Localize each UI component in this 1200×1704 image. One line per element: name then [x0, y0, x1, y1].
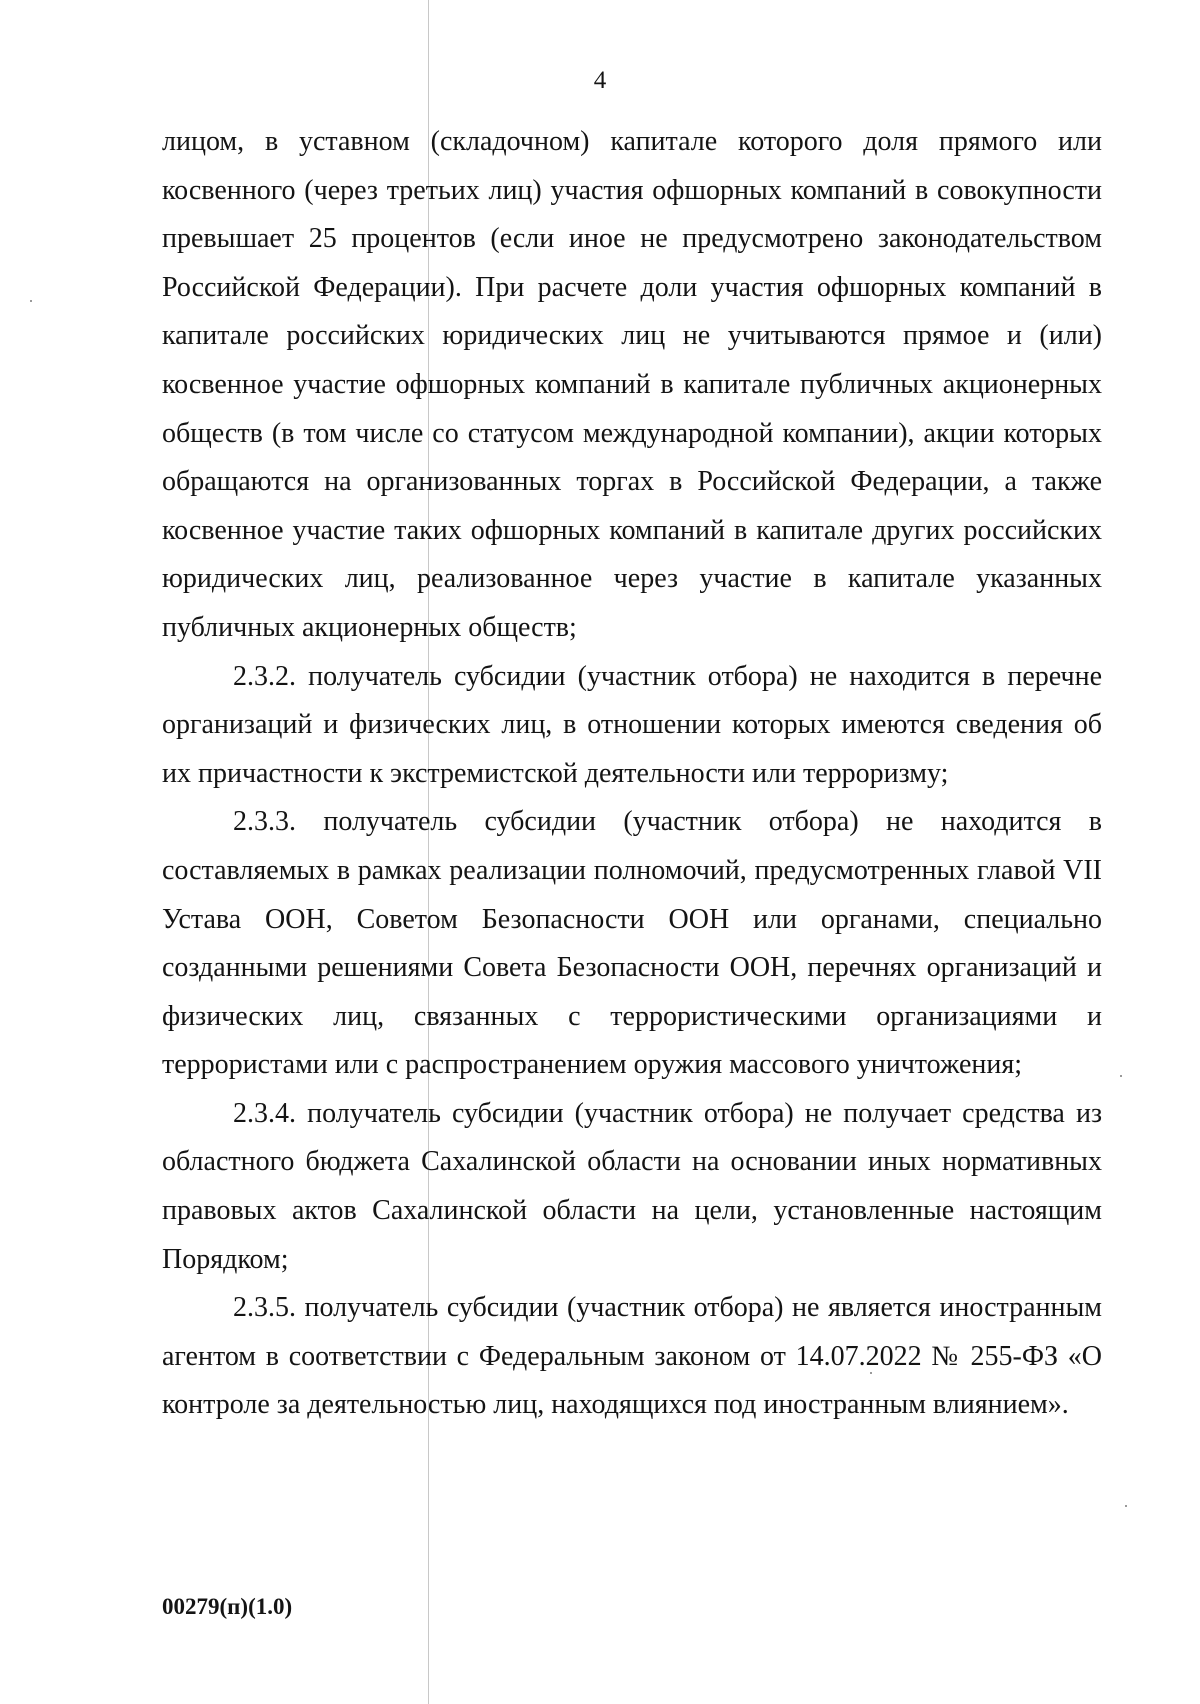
paragraph-2-3-5: 2.3.5. получатель субсидии (участник отбора) не является иностранным агентом в соответствии с Федеральным законом от 14.07.2022 № 255-ФЗ «О контроле за деятельностью лиц, находящихся под иностранным влиянием».: [162, 1292, 1102, 1421]
paragraph-2-3-2: 2.3.2. получатель субсидии (участник отбора) не находится в перечне организаций и физических лиц, в отношении которых имеются сведения об их причастности к экстремистской деятельности или терроризму;: [162, 660, 1102, 789]
scan-speck: [30, 300, 32, 302]
page-number: 4: [593, 67, 607, 94]
document-code: 00279(п)(1.0): [162, 1594, 293, 1619]
document-body: [162, 118, 1102, 1430]
scan-speck: [870, 1372, 872, 1374]
paragraph-2-3-4: 2.3.4. получатель субсидии (участник отбора) не получает средства из областного бюджета Сахалинской области на основании иных нормативных правовых актов Сахалинской области на цели, установленные настоящим Порядком;: [162, 1097, 1102, 1275]
scan-speck: [1125, 1505, 1127, 1507]
paragraph-2-3-3: 2.3.3. получатель субсидии (участник отбора) не находится в составляемых в рамках реализации полномочий, предусмотренных главой VII Устава ООН, Советом Безопасности ООН или органами, специально созданными решениями Совета Безопасности ООН, перечнях организаций и физических лиц, связанных с террористическими организациями и террористами или с распространением оружия массового уничтожения;: [162, 806, 1102, 1081]
scan-speck: [1120, 1075, 1122, 1077]
paragraph-offshore-participation: лицом, в уставном (складочном) капитале которого доля прямого или косвенного (через третьих лиц) участия офшорных компаний в совокупности превышает 25 процентов (если иное не предусмотрено законодательством Российской Федерации). При расчете доли участия офшорных компаний в капитале российских юридических лиц не учитываются прямое и (или) косвенное участие офшорных компаний в капитале публичных акционерных обществ (в том числе со статусом международной компании), акции которых обращаются на организованных торгах в Российской Федерации, а также косвенное участие таких офшорных компаний в капитале других российских юридических лиц, реализованное через участие в капитале указанных публичных акционерных обществ;: [162, 126, 1102, 643]
